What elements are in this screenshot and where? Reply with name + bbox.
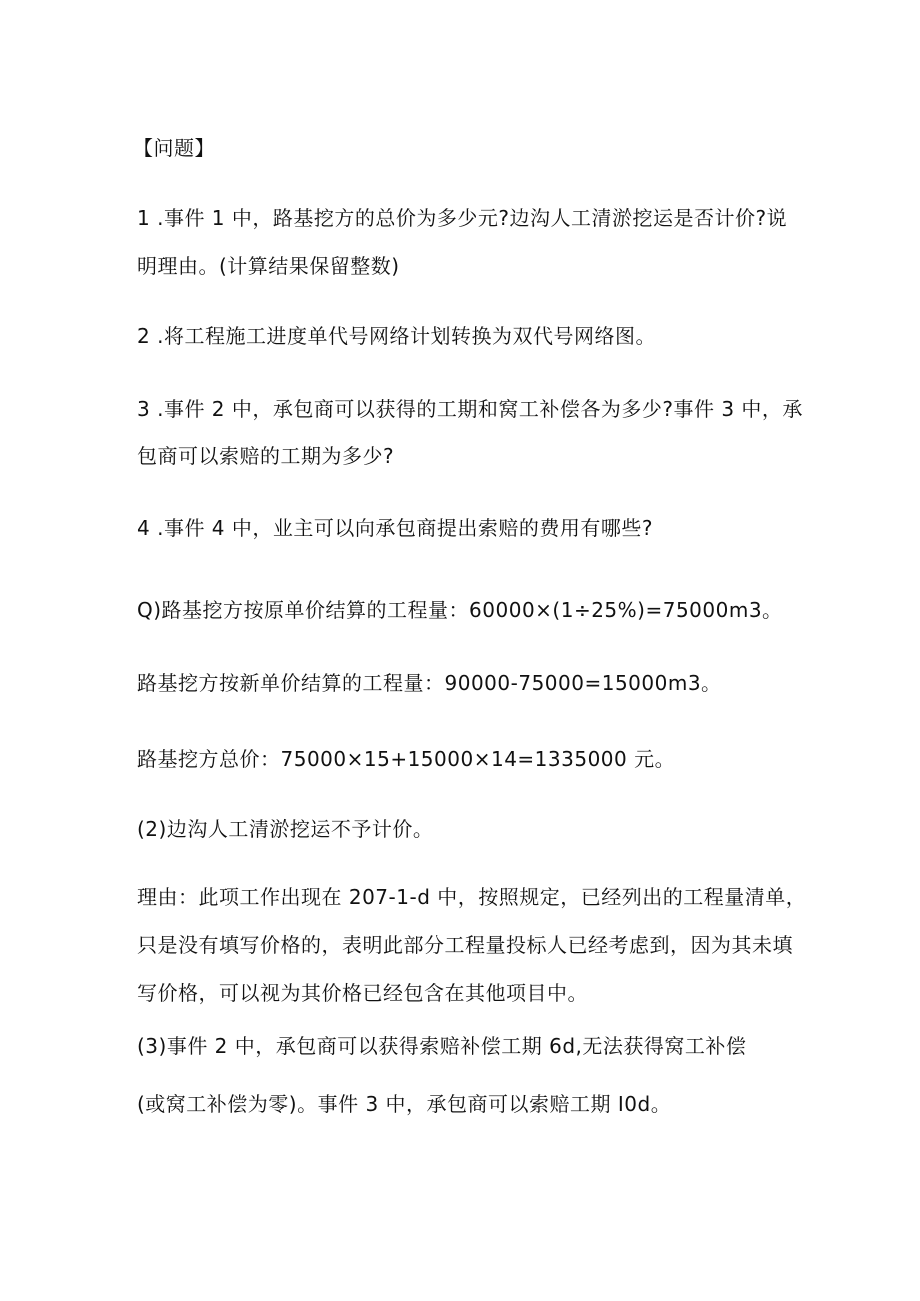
answer-2: (2)边沟人工清淤挖运不予计价。: [137, 817, 434, 841]
reason-line-3: 写价格，可以视为其价格已经包含在其他项目中。: [137, 981, 588, 1005]
question-4: 4 .事件 4 中，业主可以向承包商提出索赔的费用有哪些?: [137, 516, 653, 540]
reason-line-2: 只是没有填写价格的，表明此部分工程量投标人已经考虑到，因为其未填: [137, 933, 793, 957]
answer-1-line-2: 路基挖方按新单价结算的工程量：90000-75000=15000m3。: [137, 671, 722, 695]
answer-1-line-1: Q)路基挖方按原单价结算的工程量：60000×(1÷25%)=75000m3。: [137, 598, 783, 622]
section-heading: 【问题】: [133, 136, 215, 160]
answer-3-line-2: (或窝工补偿为零)。事件 3 中，承包商可以索赔工期 I0d。: [137, 1092, 672, 1116]
question-3-line-1: 3 .事件 2 中，承包商可以获得的工期和窝工补偿各为多少?事件 3 中，承: [137, 397, 803, 421]
question-1-line-1: 1 .事件 1 中，路基挖方的总价为多少元?边沟人工清淤挖运是否计价?说: [137, 206, 788, 230]
answer-1-total: 路基挖方总价：75000×15+15000×14=1335000 元。: [137, 747, 676, 771]
answer-3-line-1: (3)事件 2 中，承包商可以获得索赔补偿工期 6d,无法获得窝工补偿: [137, 1034, 747, 1058]
question-1-line-2: 明理由。(计算结果保留整数): [137, 254, 400, 278]
question-3-line-2: 包商可以索赔的工期为多少?: [137, 444, 395, 468]
reason-line-1: 理由：此项工作出现在 207-1-d 中，按照规定，已经列出的工程量清单，: [137, 885, 807, 909]
question-2: 2 .将工程施工进度单代号网络计划转换为双代号网络图。: [137, 324, 656, 348]
